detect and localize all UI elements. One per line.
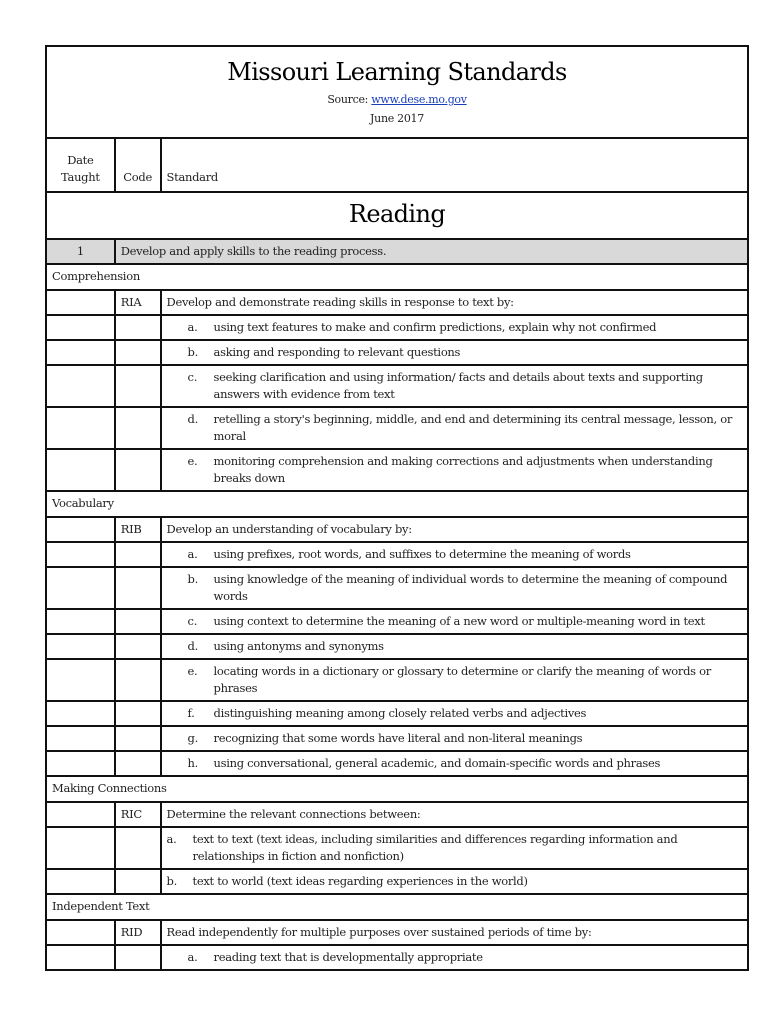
- date-taught-cell[interactable]: [46, 365, 115, 407]
- category-name: Independent Text: [46, 894, 748, 920]
- code-cell: [115, 609, 161, 634]
- source-link[interactable]: www.dese.mo.gov: [371, 93, 467, 106]
- code-cell: [115, 659, 161, 701]
- standard-item: [188, 546, 742, 563]
- standard-lead-text: Determine the relevant connections between:: [161, 802, 748, 827]
- standard-item-cell: [161, 542, 748, 567]
- document-title: Missouri Learning Standards: [227, 58, 567, 86]
- item-marker: b.: [166, 874, 177, 888]
- standard-lead-row: [46, 920, 748, 945]
- date-taught-cell[interactable]: [46, 609, 115, 634]
- standard-item: [188, 344, 742, 361]
- strand-number: 1: [46, 239, 115, 264]
- standard-item-row: [46, 869, 748, 894]
- column-header-code: Code: [115, 138, 161, 192]
- code-cell: [115, 869, 161, 894]
- item-text: seeking clarification and using information/ facts and details about texts and supporting answers with evidence from text: [213, 370, 703, 401]
- column-header-row: [46, 138, 748, 192]
- standard-item: [188, 571, 742, 605]
- category-name: Comprehension: [46, 264, 748, 290]
- date-taught-cell[interactable]: [46, 567, 115, 609]
- item-marker: b.: [187, 572, 198, 586]
- standard-lead-row: [46, 290, 748, 315]
- item-text: retelling a story's beginning, middle, and end and determining its central message, lesson, or moral: [213, 412, 733, 443]
- item-text: locating words in a dictionary or glossary to determine or clarify the meaning of words or phrases: [213, 664, 711, 695]
- item-marker: a.: [166, 832, 177, 846]
- standard-item-cell: [161, 827, 748, 869]
- item-marker: f.: [187, 706, 195, 720]
- standard-item-cell: [161, 869, 748, 894]
- standard-item-cell: [161, 365, 748, 407]
- standard-item: [188, 949, 742, 966]
- item-marker: h.: [187, 756, 199, 770]
- code-cell: [115, 945, 161, 970]
- category-row: [46, 776, 748, 802]
- strand-text: Develop and apply skills to the reading process.: [115, 239, 748, 264]
- standard-item: [188, 705, 742, 722]
- item-marker: e.: [187, 664, 198, 678]
- standard-item-cell: [161, 609, 748, 634]
- standard-item: [188, 453, 742, 487]
- standard-lead-text: Develop an understanding of vocabulary by:: [161, 517, 748, 542]
- standard-code: RIB: [115, 517, 161, 542]
- standard-item-cell: [161, 945, 748, 970]
- standard-item-row: [46, 542, 748, 567]
- item-text: distinguishing meaning among closely related verbs and adjectives: [213, 706, 587, 720]
- standard-item-cell: [161, 449, 748, 491]
- date-taught-cell[interactable]: [46, 726, 115, 751]
- standard-item-row: [46, 659, 748, 701]
- standard-item: [188, 755, 742, 772]
- item-text: using context to determine the meaning of a new word or multiple-meaning word in text: [213, 614, 705, 628]
- standard-item: [188, 613, 742, 630]
- date-taught-cell[interactable]: [46, 449, 115, 491]
- code-cell: [115, 634, 161, 659]
- standard-item: [188, 411, 742, 445]
- header-cell: [46, 46, 748, 138]
- standard-item-row: [46, 340, 748, 365]
- item-marker: c.: [187, 614, 198, 628]
- category-name: Vocabulary: [46, 491, 748, 517]
- category-name: Making Connections: [46, 776, 748, 802]
- standard-item: [167, 873, 742, 890]
- code-cell: [115, 701, 161, 726]
- standard-item-cell: [161, 726, 748, 751]
- item-text: asking and responding to relevant questions: [213, 345, 461, 359]
- standard-item-cell: [161, 567, 748, 609]
- code-cell: [115, 365, 161, 407]
- item-text: text to text (text ideas, including similarities and differences regarding information and relationships in fiction and nonfiction): [192, 832, 678, 863]
- standard-item: [188, 319, 742, 336]
- code-cell: [115, 567, 161, 609]
- item-marker: g.: [187, 731, 198, 745]
- standard-code: RID: [115, 920, 161, 945]
- standard-item-cell: [161, 659, 748, 701]
- standard-item-row: [46, 567, 748, 609]
- standard-item: [188, 663, 742, 697]
- column-header-date-taught: Date Taught: [46, 138, 115, 192]
- category-row: [46, 491, 748, 517]
- item-text: using knowledge of the meaning of individual words to determine the meaning of compound words: [213, 572, 728, 603]
- category-row: [46, 894, 748, 920]
- standards-document: [45, 45, 749, 971]
- standard-item-cell: [161, 315, 748, 340]
- item-marker: a.: [187, 950, 198, 964]
- standard-lead-text: Develop and demonstrate reading skills in response to text by:: [161, 290, 748, 315]
- code-cell: [115, 542, 161, 567]
- code-cell: [115, 751, 161, 776]
- item-marker: e.: [187, 454, 198, 468]
- item-marker: b.: [187, 345, 198, 359]
- standard-item-row: [46, 827, 748, 869]
- standard-item-row: [46, 407, 748, 449]
- standard-item-cell: [161, 407, 748, 449]
- date-taught-cell[interactable]: [46, 802, 115, 827]
- date-taught-cell[interactable]: [46, 920, 115, 945]
- item-text: reading text that is developmentally appropriate: [213, 950, 483, 964]
- date-taught-cell[interactable]: [46, 542, 115, 567]
- standard-item-row: [46, 701, 748, 726]
- code-cell: [115, 315, 161, 340]
- item-marker: a.: [187, 320, 198, 334]
- item-text: text to world (text ideas regarding experiences in the world): [192, 874, 528, 888]
- code-cell: [115, 726, 161, 751]
- code-cell: [115, 827, 161, 869]
- item-text: using prefixes, root words, and suffixes to determine the meaning of words: [213, 547, 631, 561]
- item-marker: d.: [187, 412, 198, 426]
- date-taught-cell[interactable]: [46, 517, 115, 542]
- standard-item: [188, 638, 742, 655]
- standard-lead-row: [46, 802, 748, 827]
- section-title: Reading: [46, 192, 748, 239]
- item-marker: c.: [187, 370, 198, 384]
- date-taught-cell[interactable]: [46, 751, 115, 776]
- standard-code: RIC: [115, 802, 161, 827]
- standard-lead-row: [46, 517, 748, 542]
- date-taught-cell[interactable]: [46, 290, 115, 315]
- standard-item: [167, 831, 742, 865]
- item-text: recognizing that some words have literal and non-literal meanings: [213, 731, 583, 745]
- code-cell: [115, 340, 161, 365]
- item-text: monitoring comprehension and making corrections and adjustments when understanding breaks down: [213, 454, 713, 485]
- date-taught-cell[interactable]: [46, 407, 115, 449]
- standard-item-row: [46, 609, 748, 634]
- item-text: using text features to make and confirm predictions, explain why not confirmed: [213, 320, 657, 334]
- standard-lead-text: Read independently for multiple purposes over sustained periods of time by:: [161, 920, 748, 945]
- standard-item-row: [46, 634, 748, 659]
- source-line: [52, 89, 742, 111]
- strand-row: [46, 239, 748, 264]
- date-taught-cell[interactable]: [46, 945, 115, 970]
- date-taught-cell[interactable]: [46, 869, 115, 894]
- header-row: [46, 46, 748, 138]
- code-cell: [115, 407, 161, 449]
- standard-item-row: [46, 751, 748, 776]
- standard-item: [188, 730, 742, 747]
- section-row: [46, 192, 748, 239]
- standard-item-cell: [161, 751, 748, 776]
- date-taught-cell[interactable]: [46, 340, 115, 365]
- date-taught-cell[interactable]: [46, 659, 115, 701]
- standard-item-cell: [161, 701, 748, 726]
- category-row: [46, 264, 748, 290]
- date-taught-cell[interactable]: [46, 701, 115, 726]
- column-header-standard: Standard: [161, 138, 748, 192]
- standard-item-row: [46, 315, 748, 340]
- item-marker: d.: [187, 639, 198, 653]
- standard-item-row: [46, 945, 748, 970]
- date-taught-cell[interactable]: [46, 634, 115, 659]
- standard-item: [188, 369, 742, 403]
- source-label: Source:: [327, 93, 369, 106]
- date-taught-cell[interactable]: [46, 827, 115, 869]
- standard-item-cell: [161, 634, 748, 659]
- standards-table: [45, 45, 749, 971]
- standard-item-row: [46, 449, 748, 491]
- standard-item-row: [46, 365, 748, 407]
- item-marker: a.: [187, 547, 198, 561]
- item-text: using antonyms and synonyms: [213, 639, 384, 653]
- code-cell: [115, 449, 161, 491]
- standard-item-cell: [161, 340, 748, 365]
- standard-code: RIA: [115, 290, 161, 315]
- document-date: June 2017: [370, 112, 424, 125]
- date-taught-cell[interactable]: [46, 315, 115, 340]
- item-text: using conversational, general academic, and domain-specific words and phrases: [213, 756, 661, 770]
- standard-item-row: [46, 726, 748, 751]
